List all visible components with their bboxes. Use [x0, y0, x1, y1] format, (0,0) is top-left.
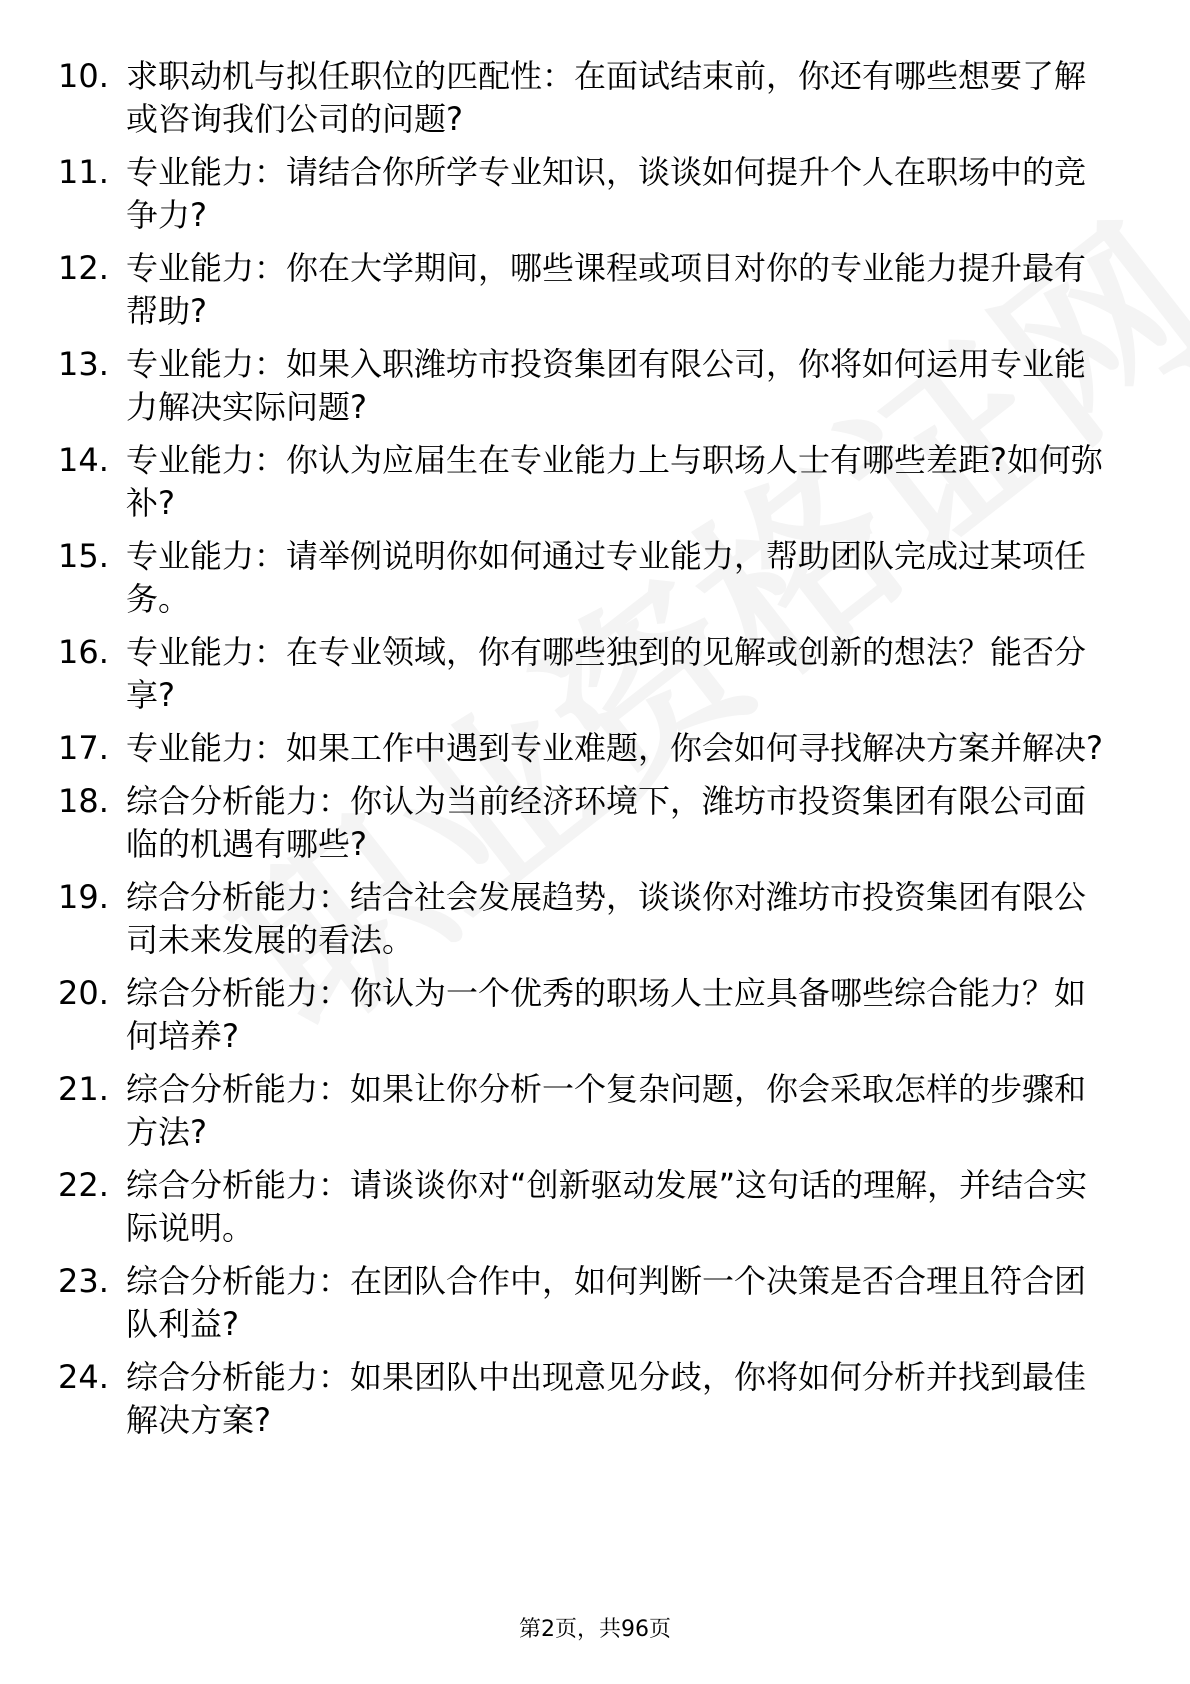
question-item	[58, 1356, 1118, 1442]
question-item	[58, 1164, 1118, 1250]
question-number: 18.	[58, 782, 109, 820]
question-text: 综合分析能力：如果团队中出现意见分歧，你将如何分析并找到最佳解决方案?	[126, 1358, 1087, 1439]
question-number: 24.	[58, 1358, 109, 1396]
page-number: 第2页，共96页	[519, 1617, 671, 1642]
question-item	[58, 780, 1118, 866]
question-number: 15.	[58, 537, 109, 575]
question-text: 专业能力：你在大学期间，哪些课程或项目对你的专业能力提升最有帮助?	[126, 249, 1087, 330]
question-item	[58, 631, 1118, 717]
question-item	[58, 1068, 1118, 1154]
question-text: 专业能力：请举例说明你如何通过专业能力，帮助团队完成过某项任务。	[126, 537, 1087, 618]
question-item	[58, 535, 1118, 621]
question-item	[58, 151, 1118, 237]
question-list	[58, 55, 1118, 1452]
question-item	[58, 247, 1118, 333]
question-item	[58, 1260, 1118, 1346]
question-number: 14.	[58, 441, 109, 479]
question-number: 17.	[58, 729, 109, 767]
question-number: 21.	[58, 1070, 109, 1108]
question-item	[58, 343, 1118, 429]
question-text: 专业能力：如果入职潍坊市投资集团有限公司，你将如何运用专业能力解决实际问题?	[126, 345, 1087, 426]
question-item	[58, 55, 1118, 141]
question-number: 11.	[58, 153, 109, 191]
question-text: 综合分析能力：结合社会发展趋势，谈谈你对潍坊市投资集团有限公司未来发展的看法。	[126, 878, 1087, 959]
question-text: 专业能力：请结合你所学专业知识，谈谈如何提升个人在职场中的竞争力?	[126, 153, 1087, 234]
question-number: 23.	[58, 1262, 109, 1300]
question-item	[58, 439, 1118, 525]
question-text: 综合分析能力：你认为一个优秀的职场人士应具备哪些综合能力？如何培养?	[126, 974, 1087, 1055]
question-text: 专业能力：你认为应届生在专业能力上与职场人士有哪些差距?如何弥补?	[126, 441, 1103, 522]
question-text: 综合分析能力：在团队合作中，如何判断一个决策是否合理且符合团队利益?	[126, 1262, 1087, 1343]
question-number: 16.	[58, 633, 109, 671]
question-number: 12.	[58, 249, 109, 287]
question-item	[58, 972, 1118, 1058]
question-text: 专业能力：如果工作中遇到专业难题，你会如何寻找解决方案并解决?	[126, 729, 1103, 767]
question-number: 13.	[58, 345, 109, 383]
question-text: 综合分析能力：你认为当前经济环境下，潍坊市投资集团有限公司面临的机遇有哪些?	[126, 782, 1087, 863]
question-number: 22.	[58, 1166, 109, 1204]
question-number: 10.	[58, 57, 109, 95]
question-number: 19.	[58, 878, 109, 916]
question-text: 综合分析能力：如果让你分析一个复杂问题，你会采取怎样的步骤和方法?	[126, 1070, 1087, 1151]
question-text: 求职动机与拟任职位的匹配性：在面试结束前，你还有哪些想要了解或咨询我们公司的问题?	[126, 57, 1087, 138]
question-text: 专业能力：在专业领域，你有哪些独到的见解或创新的想法？能否分享?	[126, 633, 1087, 714]
question-text: 综合分析能力：请谈谈你对“创新驱动发展”这句话的理解，并结合实际说明。	[126, 1166, 1088, 1247]
question-item	[58, 727, 1118, 770]
question-number: 20.	[58, 974, 109, 1012]
question-item	[58, 876, 1118, 962]
